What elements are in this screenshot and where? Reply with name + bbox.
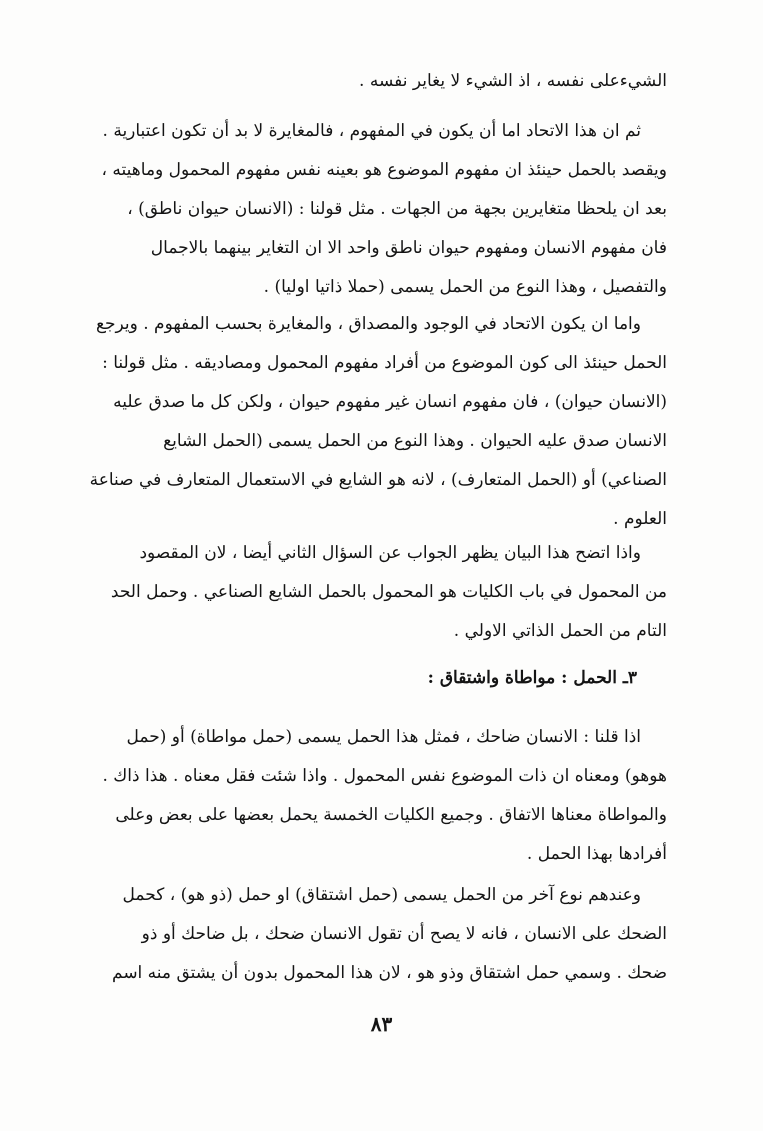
- intro-line: [67, 62, 667, 101]
- section-heading: ٣ـ الحمل : مواطاة واشتقاق :: [427, 668, 637, 688]
- text-line: الحمل حينئذ الى كون الموضوع من أفراد مفهوم المحمول ومصاديقه . مثل قولنا :: [102, 353, 667, 373]
- text-line: فان مفهوم الانسان ومفهوم حيوان ناطق واحد الا ان التغاير بينهما بالاجمال: [150, 238, 667, 258]
- text-line: واذا اتضح هذا البيان يظهر الجواب عن السؤال الثاني أيضا ، لان المقصود: [139, 543, 641, 563]
- text-line: ثم ان هذا الاتحاد اما أن يكون في المفهوم ، فالمغايرة لا بد أن تكون اعتبارية .: [102, 121, 641, 141]
- text-line: التام من الحمل الذاتي الاولي .: [453, 621, 667, 641]
- paragraph-1: [67, 112, 667, 307]
- paragraph-4: [67, 718, 667, 874]
- paragraph-2: [67, 305, 667, 539]
- text-line: ويقصد بالحمل حينئذ ان مفهوم الموضوع هو بعينه نفس مفهوم المحمول وماهيته ،: [101, 160, 667, 180]
- text-line: ضحك . وسمي حمل اشتقاق وذو هو ، لان هذا المحمول بدون أن يشتق منه اسم: [112, 963, 667, 983]
- text-line: واما ان يكون الاتحاد في الوجود والمصداق ، والمغايرة بحسب المفهوم . ويرجع: [95, 314, 641, 334]
- paragraph-5: [67, 876, 667, 993]
- text-line: الشيءعلى نفسه ، اذ الشيء لا يغاير نفسه .: [359, 71, 667, 91]
- text-line: الضحك على الانسان ، فانه لا يصح أن تقول الانسان ضحك ، بل ضاحك أو ذو: [141, 924, 667, 944]
- text-line: من المحمول في باب الكليات هو المحمول بالحمل الشايع الصناعي . وحمل الحد: [110, 582, 667, 602]
- text-line: والتفصيل ، وهذا النوع من الحمل يسمى (حملا ذاتيا اوليا) .: [263, 277, 667, 297]
- text-line: هوهو) ومعناه ان ذات الموضوع نفس المحمول . واذا شئت فقل معناه . هذا ذاك .: [102, 766, 667, 786]
- text-line: أفرادها بهذا الحمل .: [526, 844, 667, 864]
- paragraph-3: [67, 534, 667, 651]
- text-line: والمواطاة معناها الاتفاق . وجميع الكليات الخمسة يحمل بعضها على بعض وعلى: [115, 805, 667, 825]
- text-line: وعندهم نوع آخر من الحمل يسمى (حمل اشتقاق) او حمل (ذو هو) ، كحمل: [122, 885, 641, 905]
- text-line: الصناعي) أو (الحمل المتعارف) ، لانه هو الشايع في الاستعمال المتعارف في صناعة: [89, 470, 667, 490]
- page-number: ٨٣: [370, 1012, 393, 1036]
- text-line: اذا قلنا : الانسان ضاحك ، فمثل هذا الحمل يسمى (حمل مواطاة) أو (حمل: [126, 727, 641, 747]
- text-line: (الانسان حيوان) ، فان مفهوم انسان غير مفهوم حيوان ، ولكن كل ما صدق عليه: [113, 392, 667, 412]
- text-line: بعد ان يلحظا متغايرين بجهة من الجهات . مثل قولنا : (الانسان حيوان ناطق) ،: [127, 199, 667, 219]
- text-line: الانسان صدق عليه الحيوان . وهذا النوع من الحمل يسمى (الحمل الشايع: [163, 431, 667, 451]
- text-line: العلوم .: [613, 509, 667, 529]
